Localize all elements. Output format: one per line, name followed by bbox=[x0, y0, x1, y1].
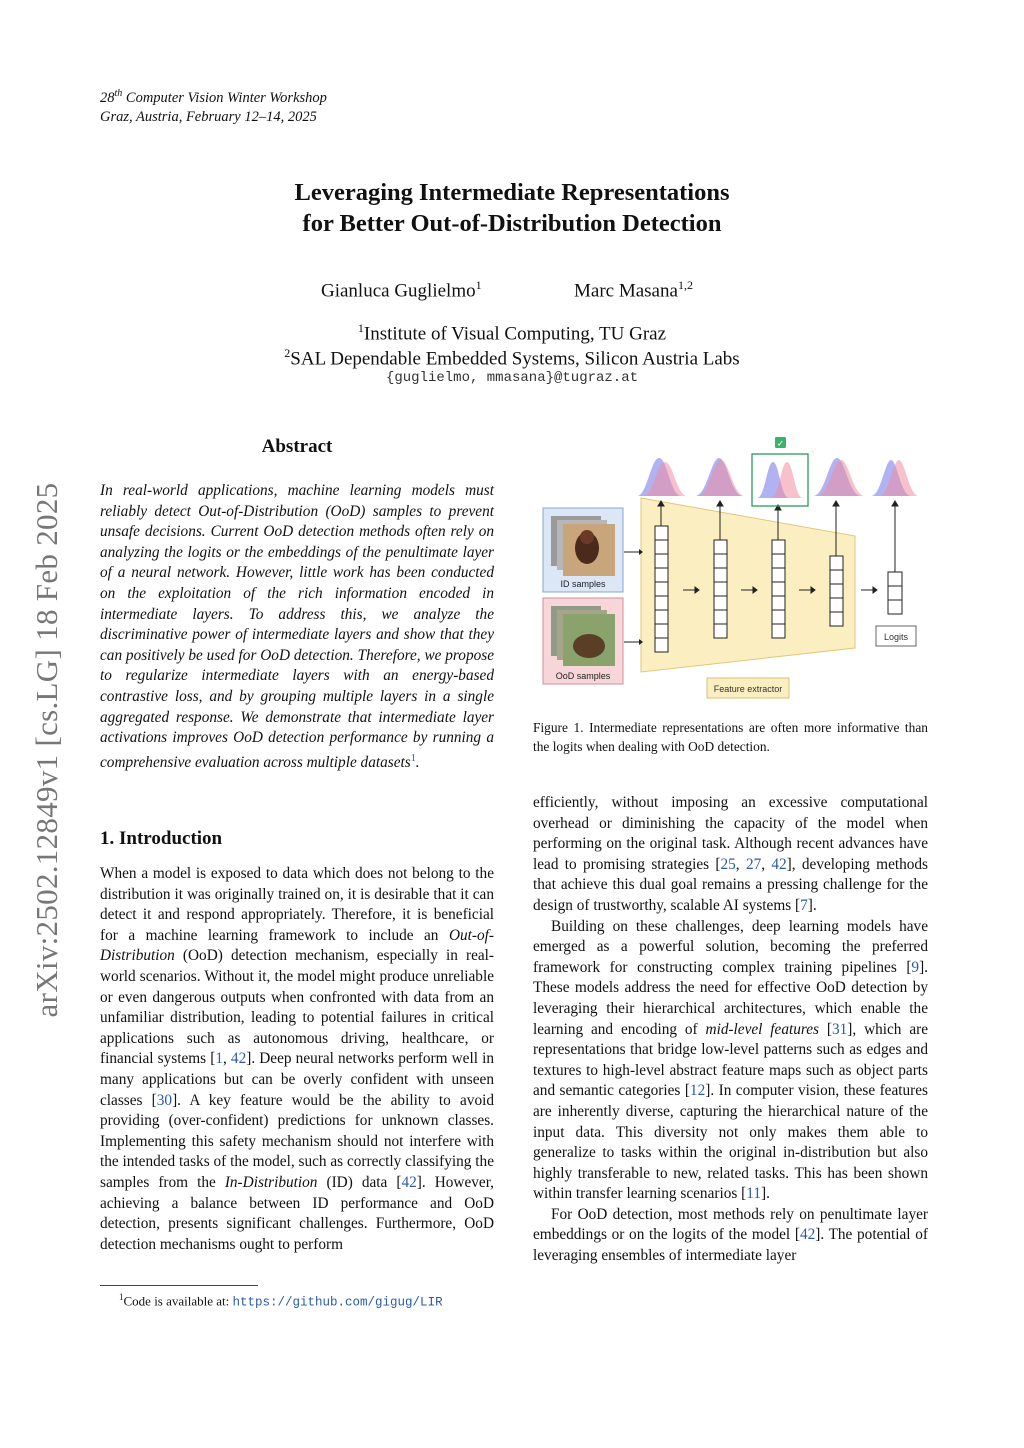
introduction-right-column bbox=[533, 793, 928, 1267]
intro-paragraph-2: Building on these challenges, deep learning models have emerged as a powerful solution, becoming the preferred framework for constructing complex training pipelines [9]. These models address the need for effective OoD detection by leveraging their hierarchical architectures, which enable the learning and encoding of mid-level features [31], which are representations that bridge low-level patterns such as edges and textures to high-level abstract feature maps such as object parts and semantic categories [12]. In computer vision, these features are inherently diverse, capturing the hierarchical nature of the input data. This diversity not only makes them able to generalize to tasks within the original in-distribution but also highly transferable to new, related tasks. This has been shown within transfer learning scenarios [11]. bbox=[533, 917, 928, 1203]
author-1: Gianluca Guglielmo$^1$ bbox=[321, 278, 482, 302]
footnote-rule bbox=[100, 1285, 258, 1286]
citation-link[interactable]: 27 bbox=[745, 855, 762, 873]
figure-1-diagram bbox=[535, 432, 928, 707]
citation-link[interactable]: 42 bbox=[401, 1173, 417, 1191]
distribution-2 bbox=[695, 458, 745, 496]
title-line-2: for Better Out-of-Distribution Detection bbox=[302, 210, 722, 237]
citation-link[interactable]: 30 bbox=[156, 1091, 173, 1109]
citation-link[interactable]: 31 bbox=[831, 1020, 848, 1038]
venue-line-1: 28th Computer Vision Winter Workshop bbox=[100, 88, 327, 106]
abstract-heading: Abstract bbox=[261, 436, 333, 457]
layer-2 bbox=[714, 540, 727, 638]
ood-samples-label: OoD samples bbox=[555, 671, 611, 681]
citation-link[interactable]: 1 bbox=[215, 1050, 223, 1068]
citation-link[interactable]: 42 bbox=[771, 855, 787, 873]
title-line-1: Leveraging Intermediate Representations bbox=[294, 179, 730, 206]
id-samples-label: ID samples bbox=[560, 579, 606, 589]
check-glyph: ✓ bbox=[776, 438, 785, 449]
citation-link[interactable]: 42 bbox=[799, 1226, 816, 1244]
section-heading-introduction: 1. Introduction bbox=[100, 828, 223, 849]
arxiv-id: arXiv:2502.12849v1 [cs.LG] 18 Feb 2025 bbox=[29, 482, 64, 1018]
figure-1-caption: Figure 1. Intermediate representations are often more informative than the logits when dealing with OoD detection. bbox=[533, 720, 928, 754]
distribution-5 bbox=[871, 460, 919, 496]
code-repository-link[interactable]: https://github.com/gigug/LIR bbox=[232, 1295, 443, 1310]
logits-layer bbox=[888, 572, 902, 614]
venue-info bbox=[100, 84, 327, 127]
paper-title bbox=[200, 177, 824, 239]
figure-1 bbox=[535, 432, 928, 712]
citation-link[interactable]: 11 bbox=[746, 1185, 761, 1203]
citation-link[interactable]: 7 bbox=[800, 896, 808, 914]
distribution-3 bbox=[757, 462, 803, 498]
layer-1 bbox=[655, 526, 668, 652]
distribution-1 bbox=[637, 458, 687, 496]
affiliation-2: $^2$SAL Dependable Embedded Systems, Silicon Austria Labs bbox=[284, 346, 740, 370]
logits-label: Logits bbox=[883, 632, 909, 642]
feature-extractor-label: Feature extractor bbox=[713, 684, 783, 694]
author-2: Marc Masana$^{1,2}$ bbox=[574, 278, 693, 302]
citation-link[interactable]: 12 bbox=[689, 1082, 706, 1100]
venue-line-2: Graz, Austria, February 12–14, 2025 bbox=[100, 108, 317, 125]
citation-link[interactable]: 9 bbox=[911, 958, 920, 976]
distribution-4 bbox=[813, 458, 865, 496]
introduction-left-column bbox=[100, 864, 494, 1255]
footnote: $^1$Code is available at: https://github.com/gigug/LIR bbox=[119, 1292, 443, 1310]
abstract-footnote-link[interactable]: 1 bbox=[410, 752, 416, 764]
citation-link[interactable]: 25 bbox=[720, 855, 736, 873]
citation-link[interactable]: 42 bbox=[230, 1050, 247, 1068]
layer-3 bbox=[772, 540, 785, 638]
arxiv-sidebar bbox=[18, 450, 76, 1050]
feature-extractor-shape bbox=[641, 498, 855, 672]
intro-paragraph-1: When a model is exposed to data which does not belong to the distribution it was originally trained on, it is desirable that it can detect it and respond appropriately. Therefore, it is beneficial for a machine learning framework to include an Out-of-Distribution (OoD) detection mechanism, especially in real-world scenarios. Without it, the model might produce unreliable or even dangerous outputs when confronted with data from an unfamiliar distribution, leading to potential failures in critical applications such as autonomous driving, healthcare, or financial systems [1, 42]. Deep neural networks perform well in many applications but can be overly confident with unseen classes [30]. A key feature would be the ability to avoid providing (over-confident) predictions for unknown classes. Implementing this safety mechanism should not interfere with the intended tasks of the model, such as correctly classifying the samples from the In-Distribution (ID) data [42]. However, achieving a balance between ID performance and OoD detection, presents significant challenges. Furthermore, OoD detection mechanisms ought to perform bbox=[100, 865, 494, 1253]
dog-head bbox=[580, 530, 594, 544]
layer-4 bbox=[830, 556, 843, 626]
affiliation-1: $^1$Institute of Visual Computing, TU Graz bbox=[357, 321, 667, 345]
intro-paragraph-1-cont: efficiently, without imposing an excessive computational overhead or diminishing the capacity of the model when performing on the original task. Although recent advances have lead to promising strategies [25, 27, 42], developing methods that achieve this dual goal remains a pressing challenge for the design of trustworthy, scalable AI systems [7]. bbox=[533, 794, 929, 914]
author-email: {guglielmo, mmasana}@tugraz.at bbox=[385, 370, 639, 386]
bear-shape bbox=[573, 634, 605, 658]
abstract-text: In real-world applications, machine learning models must reliably detect Out-of-Distribution (OoD) samples to prevent unsafe decisions. Current OoD detection methods often rely on analyzing the logits or the embeddings of the penultimate layer of a neural network. However, little work has been conducted on the exploitation of the rich information encoded in intermediate layers. To address this, we analyze the discriminative power of intermediate layers and show that they can positively be used for OoD detection. Therefore, we propose to regularize intermediate layers with an energy-based contrastive loss, and by grouping multiple layers in a single aggregated response. We demonstrate that intermediate layer activations improves OoD detection performance by running a comprehensive evaluation across multiple datasets$^1$. bbox=[100, 482, 494, 771]
intro-paragraph-3: For OoD detection, most methods rely on penultimate layer embeddings or on the logits of the model [42]. The potential of leveraging ensembles of intermediate layer bbox=[533, 1205, 928, 1265]
